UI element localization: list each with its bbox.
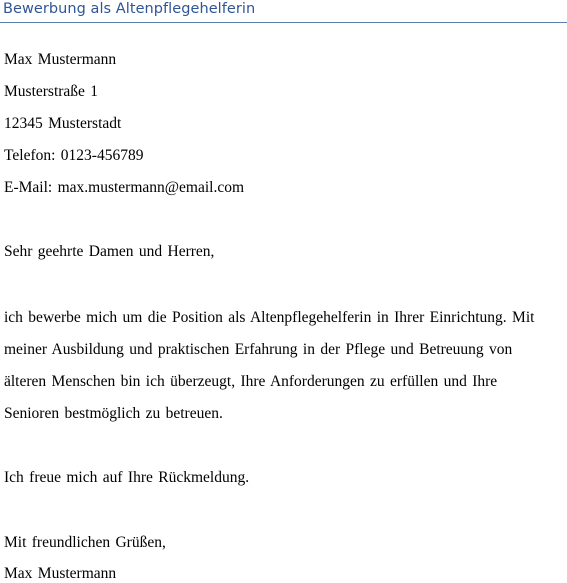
document-title: Bewerbung als Altenpflegehelferin	[3, 1, 256, 17]
sender-email: E-Mail: max.mustermann@email.com	[4, 179, 245, 196]
sender-phone: Telefon: 0123-456789	[4, 147, 144, 164]
closing: Mit freundlichen Grüßen,	[4, 534, 166, 551]
sender-city: 12345 Musterstadt	[4, 115, 122, 132]
title-underline	[0, 22, 567, 23]
body-line: Senioren bestmöglich zu betreuen.	[4, 405, 223, 422]
sender-name: Max Mustermann	[4, 51, 117, 68]
body-line: älteren Menschen bin ich überzeugt, Ihre Anforderungen zu erfüllen und Ihre	[4, 373, 498, 390]
body-line: meiner Ausbildung und praktischen Erfahrung in der Pflege und Betreuung von	[4, 341, 513, 358]
salutation: Sehr geehrte Damen und Herren,	[4, 243, 215, 260]
sender-street: Musterstraße 1	[4, 83, 99, 100]
body-line: ich bewerbe mich um die Position als Altenpflegehelferin in Ihrer Einrichtung. Mit	[4, 309, 535, 326]
signature: Max Mustermann	[4, 565, 117, 582]
closing-sentence: Ich freue mich auf Ihre Rückmeldung.	[4, 469, 250, 486]
